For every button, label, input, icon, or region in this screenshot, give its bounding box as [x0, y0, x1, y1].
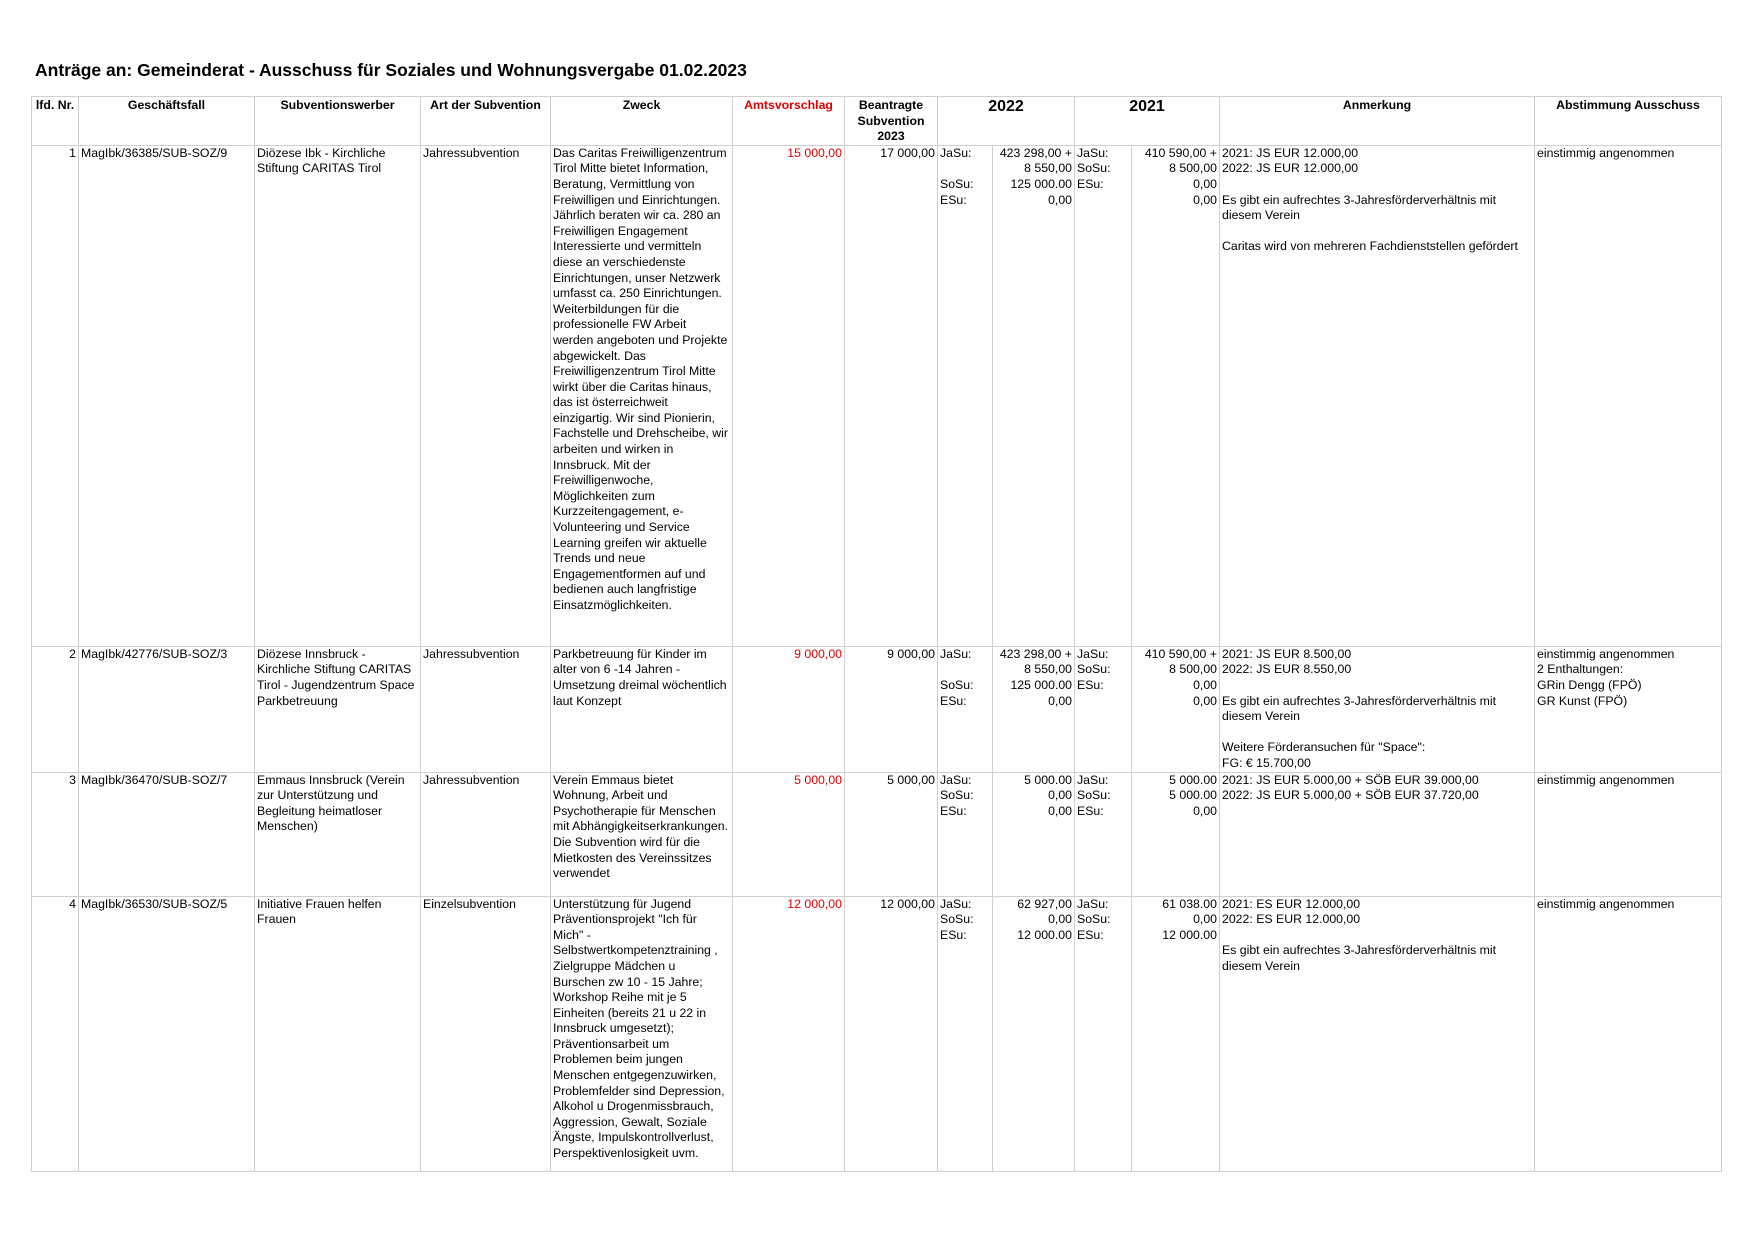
row-nr: 3 — [32, 772, 79, 896]
row-amtsvorschlag: 9 000,00 — [733, 646, 845, 772]
label-line: JaSu: — [940, 646, 972, 661]
table-header-row — [32, 97, 1722, 146]
value-line: 125 000.00 — [1010, 677, 1072, 692]
note-line: Es gibt ein aufrechtes 3-Jahresförderverhältnis mit diesem Verein — [1222, 943, 1497, 973]
row-art: Jahressubvention — [421, 145, 551, 646]
value-line: 12 000.00 — [1162, 927, 1217, 942]
row-geschaeftsfall: MagIbk/36530/SUB-SOZ/5 — [79, 896, 255, 1171]
label-line: JaSu: — [1077, 896, 1109, 911]
header-zweck: Zweck — [551, 97, 733, 146]
row-anmerkung — [1220, 145, 1535, 646]
note-line: 2021: JS EUR 8.500,00 — [1222, 646, 1352, 661]
vote-line: 2 Enthaltungen: — [1537, 662, 1624, 677]
note-line: Weitere Förderansuchen für "Space": — [1222, 740, 1426, 755]
row-2022-labels — [938, 772, 993, 896]
label-line: JaSu: — [940, 145, 972, 160]
header-art: Art der Subvention — [421, 97, 551, 146]
label-line: SoSu: — [940, 176, 974, 191]
row-beantragt: 5 000,00 — [845, 772, 938, 896]
row-abstimmung — [1535, 145, 1722, 646]
note-line: 2021: JS EUR 5.000,00 + SÖB EUR 39.000,00 — [1222, 772, 1479, 787]
row-abstimmung — [1535, 772, 1722, 896]
header-abstimmung: Abstimmung Ausschuss — [1535, 97, 1722, 146]
table-row — [32, 145, 1722, 646]
row-nr: 2 — [32, 646, 79, 772]
row-subventionswerber: Emmaus Innsbruck (Verein zur Unterstützung und Begleitung heimatloser Menschen) — [255, 772, 421, 896]
vote-line: einstimmig angenommen — [1537, 772, 1675, 787]
row-abstimmung — [1535, 896, 1722, 1171]
label-line: SoSu: — [1077, 161, 1111, 176]
row-2021-values — [1132, 646, 1220, 772]
row-amtsvorschlag: 5 000,00 — [733, 772, 845, 896]
value-line: 8 550,00 — [1024, 662, 1072, 677]
row-2021-labels — [1075, 772, 1132, 896]
row-2021-labels — [1075, 646, 1132, 772]
row-subventionswerber: Diözese Ibk - Kirchliche Stiftung CARITAS Tirol — [255, 145, 421, 646]
vote-line: GR Kunst (FPÖ) — [1537, 693, 1628, 708]
label-line: JaSu: — [940, 896, 972, 911]
label-line: SoSu: — [940, 912, 974, 927]
row-2022-labels — [938, 646, 993, 772]
row-art: Jahressubvention — [421, 772, 551, 896]
value-line: 410 590,00 + — [1144, 145, 1217, 160]
note-line — [1222, 928, 1532, 944]
label-line: ESu: — [1077, 803, 1104, 818]
row-zweck: Das Caritas Freiwilligenzentrum Tirol Mitte bietet Information, Beratung, Vermittlung von Freiwilligen und Einrichtungen. Jährlich beraten wir ca. 280 an Freiwilligen Engagement Interessierte und vermitteln diese an verschiedenste Einrichtungen, unser Netzwerk umfasst ca. 250 Einrichtungen. Weiterbildungen für die professionelle FW Arbeit werden angeboten und Projekte abgewickelt. Das Freiwilligenzentrum Tirol Mitte wirkt über die Caritas hinaus, das ist österreichweit einzigartig. Wir sind Pionierin, Fachstelle und Drehscheibe, wir arbeiten und wirken in Innsbruck. Mit der Freiwilligenwoche, Möglichkeiten zum Kurzzeitengagement, e-Volunteering und Service Learning greifen wir aktuelle Trends und neue Engagementformen auf und bedienen auch langfristige Einsatzmöglichkeiten. — [551, 145, 733, 646]
value-line: 0,00 — [1193, 693, 1217, 708]
value-line: 0,00 — [1193, 176, 1217, 191]
label-line: ESu: — [940, 693, 967, 708]
vote-line: einstimmig angenommen — [1537, 896, 1675, 911]
row-subventionswerber: Diözese Innsbruck - Kirchliche Stiftung CARITAS Tirol - Jugendzentrum Space Parkbetreuung — [255, 646, 421, 772]
label-line: ESu: — [940, 803, 967, 818]
note-line: 2022: JS EUR 12.000,00 — [1222, 161, 1359, 176]
row-zweck: Verein Emmaus bietet Wohnung, Arbeit und Psychotherapie für Menschen mit Abhängigkeitserkrankungen. Die Subvention wird für die Mietkosten des Vereinssitzes verwendet — [551, 772, 733, 896]
label-line — [940, 161, 990, 177]
row-zweck — [551, 896, 733, 1171]
label-line: JaSu: — [1077, 772, 1109, 787]
value-line: 12 000.00 — [1017, 927, 1072, 942]
row-2021-values — [1132, 145, 1220, 646]
note-line: Caritas wird von mehreren Fachdienststellen gefördert — [1222, 239, 1518, 254]
value-line: 0,00 — [1193, 912, 1217, 927]
row-2021-values — [1132, 896, 1220, 1171]
row-amtsvorschlag: 15 000,00 — [733, 145, 845, 646]
value-line: 5 000.00 — [1169, 788, 1217, 803]
row-2022-labels — [938, 896, 993, 1171]
header-2021: 2021 — [1075, 97, 1220, 146]
page-title: Anträge an: Gemeinderat - Ausschuss für Soziales und Wohnungsvergabe 01.02.2023 — [35, 60, 747, 80]
note-line: 2021: ES EUR 12.000,00 — [1222, 896, 1361, 911]
row-geschaeftsfall: MagIbk/36385/SUB-SOZ/9 — [79, 145, 255, 646]
note-line — [1222, 224, 1532, 240]
row-2021-labels — [1075, 896, 1132, 1171]
value-line: 5 000.00 — [1169, 772, 1217, 787]
zweck-text: Unterstützung für Jugend Präventionsprojekt "Ich für Mich" - Selbstwertkompetenztraining , Zielgruppe Mädchen u Burschen zw 10 - 15 Jahre; Workshop Reihe mit je 5 Einheiten (bereits 21 u 22 in Innsbruck umgesetzt); Präventionsarbeit um Problemen beim jungen Menschen entgegenzuwirken, Problemfelder sind Depression, Alkohol u Drogenmissbrauch, Aggression, Gewalt, Soziale Ängste, Impulskontrollverlust, Perspektivenlosigkeit uvm. — [553, 896, 725, 1161]
vote-line: einstimmig angenommen — [1537, 646, 1675, 661]
applications-table — [31, 96, 1722, 1172]
table-row — [32, 772, 1722, 896]
header-beantragt: Beantragte Subvention 2023 — [845, 97, 938, 146]
note-line: 2022: JS EUR 5.000,00 + SÖB EUR 37.720,00 — [1222, 788, 1479, 803]
row-nr: 4 — [32, 896, 79, 1171]
value-line: 62 927,00 — [1017, 896, 1072, 911]
header-subventionswerber: Subventionswerber — [255, 97, 421, 146]
value-line: 0,00 — [1193, 677, 1217, 692]
note-line: 2021: JS EUR 12.000,00 — [1222, 145, 1359, 160]
table-row — [32, 646, 1722, 772]
note-line: FG: € 15.700,00 — [1222, 755, 1311, 770]
header-2022: 2022 — [938, 97, 1075, 146]
value-line: 410 590,00 + — [1144, 646, 1217, 661]
table-row — [32, 896, 1722, 1171]
label-line: ESu: — [1077, 927, 1104, 942]
row-beantragt: 9 000,00 — [845, 646, 938, 772]
label-line: ESu: — [940, 192, 967, 207]
label-line: JaSu: — [1077, 145, 1109, 160]
value-line: 0,00 — [1048, 788, 1072, 803]
row-2022-values — [993, 896, 1075, 1171]
value-line: 61 038.00 — [1162, 896, 1217, 911]
label-line: SoSu: — [1077, 912, 1111, 927]
row-abstimmung — [1535, 646, 1722, 772]
row-anmerkung — [1220, 772, 1535, 896]
label-line: JaSu: — [1077, 646, 1109, 661]
note-line — [1222, 678, 1532, 694]
label-line: SoSu: — [1077, 788, 1111, 803]
value-line: 423 298,00 + — [999, 145, 1072, 160]
row-geschaeftsfall: MagIbk/36470/SUB-SOZ/7 — [79, 772, 255, 896]
value-line: 125 000.00 — [1010, 176, 1072, 191]
vote-line: einstimmig angenommen — [1537, 145, 1675, 160]
value-line: 5 000.00 — [1024, 772, 1072, 787]
note-line: 2022: ES EUR 12.000,00 — [1222, 912, 1361, 927]
row-art: Einzelsubvention — [421, 896, 551, 1171]
note-line: 2022: JS EUR 8.550,00 — [1222, 662, 1352, 677]
row-beantragt: 12 000,00 — [845, 896, 938, 1171]
row-2021-labels — [1075, 145, 1132, 646]
row-art: Jahressubvention — [421, 646, 551, 772]
label-line — [1077, 193, 1129, 209]
row-amtsvorschlag: 12 000,00 — [733, 896, 845, 1171]
row-2022-values — [993, 145, 1075, 646]
note-line — [1222, 725, 1532, 741]
label-line: SoSu: — [1077, 662, 1111, 677]
value-line: 8 500,00 — [1169, 161, 1217, 176]
value-line: 0,00 — [1048, 803, 1072, 818]
row-anmerkung — [1220, 646, 1535, 772]
note-line: Es gibt ein aufrechtes 3-Jahresförderverhältnis mit diesem Verein — [1222, 693, 1497, 724]
value-line: 0,00 — [1048, 693, 1072, 708]
header-nr: lfd. Nr. — [32, 97, 79, 146]
value-line: 8 500,00 — [1169, 662, 1217, 677]
row-2021-values — [1132, 772, 1220, 896]
label-line: SoSu: — [940, 677, 974, 692]
value-line: 0,00 — [1193, 803, 1217, 818]
row-nr: 1 — [32, 145, 79, 646]
row-beantragt: 17 000,00 — [845, 145, 938, 646]
row-zweck: Parkbetreuung für Kinder im alter von 6 -14 Jahren - Umsetzung dreimal wöchentlich laut Konzept — [551, 646, 733, 772]
value-line: 8 550,00 — [1024, 161, 1072, 176]
note-line: Es gibt ein aufrechtes 3-Jahresförderverhältnis mit diesem Verein — [1222, 192, 1497, 223]
row-subventionswerber: Initiative Frauen helfen Frauen — [255, 896, 421, 1171]
vote-line: GRin Dengg (FPÖ) — [1537, 677, 1642, 692]
note-line — [1222, 177, 1532, 193]
label-line: ESu: — [940, 927, 967, 942]
value-line: 423 298,00 + — [999, 646, 1072, 661]
value-line: 0,00 — [1193, 192, 1217, 207]
header-geschaeftsfall: Geschäftsfall — [79, 97, 255, 146]
row-geschaeftsfall: MagIbk/42776/SUB-SOZ/3 — [79, 646, 255, 772]
header-anmerkung: Anmerkung — [1220, 97, 1535, 146]
value-line: 0,00 — [1048, 192, 1072, 207]
label-line: SoSu: — [940, 788, 974, 803]
label-line — [1077, 694, 1129, 710]
value-line: 0,00 — [1048, 912, 1072, 927]
label-line: ESu: — [1077, 677, 1104, 692]
row-anmerkung — [1220, 896, 1535, 1171]
label-line: ESu: — [1077, 176, 1104, 191]
row-2022-labels — [938, 145, 993, 646]
row-2022-values — [993, 772, 1075, 896]
label-line — [940, 662, 990, 678]
row-2022-values — [993, 646, 1075, 772]
label-line: JaSu: — [940, 772, 972, 787]
header-amtsvorschlag: Amtsvorschlag — [733, 97, 845, 146]
